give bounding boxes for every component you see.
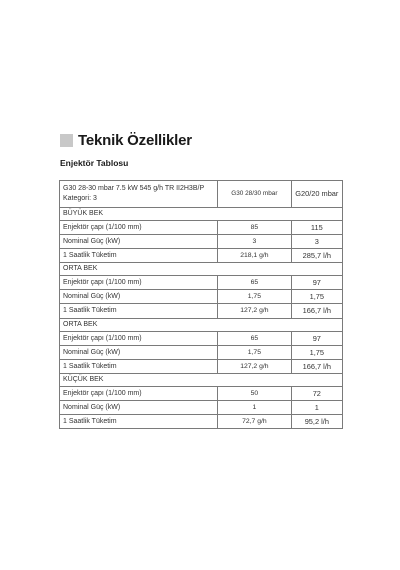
row-g30: 72,7 g/h <box>218 415 292 429</box>
table-row <box>60 345 343 359</box>
row-g20: 1 <box>291 400 342 414</box>
row-label: Nominal Güç (kW) <box>60 290 218 304</box>
row-g30: 65 <box>218 276 292 290</box>
row-g30: 218,1 g/h <box>218 249 292 263</box>
group-name: BÜYÜK BEK <box>60 208 343 221</box>
group-row <box>60 318 343 331</box>
row-g20: 115 <box>291 221 342 235</box>
row-g30: 85 <box>218 221 292 235</box>
row-label: 1 Saatlik Tüketim <box>60 304 218 318</box>
header-g30: G30 28/30 mbar <box>218 181 292 208</box>
row-g30: 127,2 g/h <box>218 359 292 373</box>
row-g30: 1,75 <box>218 290 292 304</box>
table-row <box>60 304 343 318</box>
row-g20: 166,7 l/h <box>291 304 342 318</box>
row-g30: 65 <box>218 331 292 345</box>
row-label: 1 Saatlik Tüketim <box>60 359 218 373</box>
row-g30: 127,2 g/h <box>218 304 292 318</box>
row-g20: 1,75 <box>291 345 342 359</box>
table-row <box>60 221 343 235</box>
header-description: G30 28-30 mbar 7.5 kW 545 g/h TR II2H3B/P Kategori: 3 <box>60 181 218 208</box>
table-subtitle: Enjektör Tablosu <box>60 158 129 168</box>
group-name: ORTA BEK <box>60 318 343 331</box>
table-row <box>60 386 343 400</box>
row-label: Enjektör çapı (1/100 mm) <box>60 331 218 345</box>
row-g20: 3 <box>291 235 342 249</box>
row-g20: 97 <box>291 276 342 290</box>
group-name: KÜÇÜK BEK <box>60 373 343 386</box>
table-header-row <box>60 181 343 208</box>
heading-square-icon <box>60 134 73 147</box>
table-row <box>60 400 343 414</box>
table-row <box>60 331 343 345</box>
table-row <box>60 235 343 249</box>
row-g20: 72 <box>291 386 342 400</box>
row-label: Enjektör çapı (1/100 mm) <box>60 386 218 400</box>
row-label: Enjektör çapı (1/100 mm) <box>60 276 218 290</box>
row-g20: 95,2 l/h <box>291 415 342 429</box>
table-row <box>60 359 343 373</box>
row-g20: 166,7 l/h <box>291 359 342 373</box>
table-row <box>60 290 343 304</box>
row-label: Nominal Güç (kW) <box>60 345 218 359</box>
row-g30: 50 <box>218 386 292 400</box>
group-row <box>60 373 343 386</box>
table-row <box>60 415 343 429</box>
table-row <box>60 249 343 263</box>
section-title: Teknik Özellikler <box>78 132 192 149</box>
injector-table <box>59 180 343 429</box>
row-g20: 285,7 l/h <box>291 249 342 263</box>
header-g20: G20/20 mbar <box>291 181 342 208</box>
group-name: ORTA BEK <box>60 263 343 276</box>
row-label: Enjektör çapı (1/100 mm) <box>60 221 218 235</box>
row-g30: 1,75 <box>218 345 292 359</box>
row-label: 1 Saatlik Tüketim <box>60 415 218 429</box>
group-row <box>60 208 343 221</box>
group-row <box>60 263 343 276</box>
row-label: Nominal Güç (kW) <box>60 400 218 414</box>
row-g20: 1,75 <box>291 290 342 304</box>
row-label: Nominal Güç (kW) <box>60 235 218 249</box>
row-g20: 97 <box>291 331 342 345</box>
section-heading <box>60 132 192 149</box>
row-g30: 3 <box>218 235 292 249</box>
row-g30: 1 <box>218 400 292 414</box>
row-label: 1 Saatlik Tüketim <box>60 249 218 263</box>
table-row <box>60 276 343 290</box>
